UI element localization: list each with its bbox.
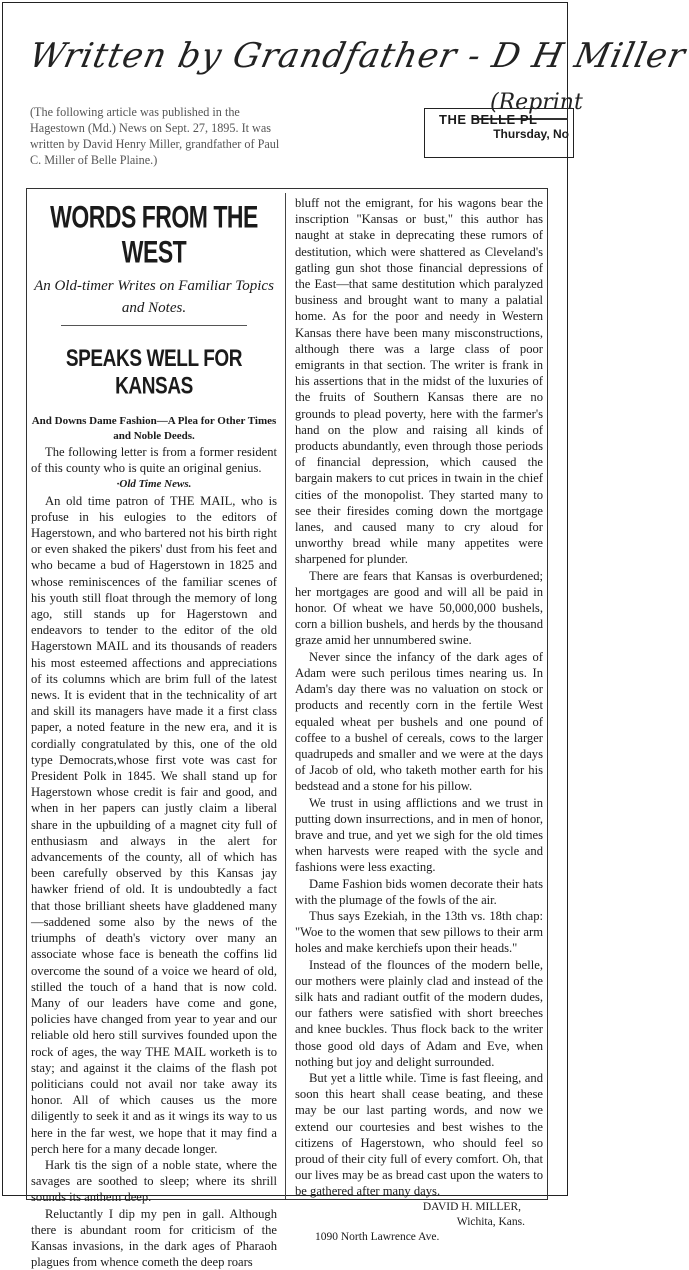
handwritten-title: Written by Grandfather - D H Miller bbox=[25, 36, 689, 76]
article-deck: And Downs Dame Fashion—A Plea for Other Times and Noble Deeds. bbox=[31, 415, 277, 442]
newspaper-clipping bbox=[26, 188, 548, 1270]
paragraph: Never since the infancy of the dark ages of Adam were such perilous times nearing us. In Adam's day there was no valuation on stock or products and recently corn in the fertile West equaled wheat per bushels and one pound of coffee to a bushel of cereals, cows to the larger quadrupeds and smaller and we were at the days of Jacob of old, who taketh mother earth for his bedstead and a stone for his pillow. bbox=[295, 649, 543, 794]
paragraph: But yet a little while. Time is fast fleeing, and soon this heart shall cease beating, and these may be our last parting words, and now we extend our courtesies and best wishes to the citizens of Hagerstown, who should feel so proud of their city full of every comfort. Oh, that our lives may be as bread cast upon the waters to be gathered after many days. bbox=[295, 1070, 543, 1199]
masthead-box bbox=[424, 108, 574, 158]
paragraph: Reluctantly I dip my pen in gall. Although there is abundant room for criticism of the Kansas invasions, in the dark ages of Pharaoh plagues from whence cometh the deep roars bbox=[31, 1206, 277, 1270]
paragraph: Hark tis the sign of a noble state, where the savages are soothed to sleep; where its shrill sounds its anthem deep. bbox=[31, 1157, 277, 1205]
column-divider bbox=[285, 193, 286, 1199]
paragraph: Instead of the flounces of the modern belle, our mothers were plainly clad and instead of the silk hats and radiant outfit of the modern dudes, our fathers were satisfied with short breeches and knee buckles. Thus flock back to the writer those good old days of Adam and Eve, when nothing but joy and delight surrounded. bbox=[295, 957, 543, 1069]
paragraph: There are fears that Kansas is overburdened; her mortgages are good and will all be paid in honor. Of wheat we have 50,000,000 bushels, corn a billion bushels, and herds by the thousand graze amid her unnumbered swine. bbox=[295, 568, 543, 648]
masthead-title: THE BELLE PL bbox=[439, 112, 538, 127]
article-headline-secondary: SPEAKS WELL FOR KANSAS bbox=[65, 346, 243, 400]
column-left bbox=[31, 195, 277, 1270]
paragraph: An old time patron of THE MAIL, who is profuse in his eulogies to the editors of Hagerstown, and who bartered not his birth right or even shaked the pikers' dust from his feet and who became a bud of Hagerstown in 1825 and whose reminiscences of the familiar scenes of his youth still float through the memory of long ago, still stands up for Hagerstown and endeavors to tender to the editor of the old Hagerstown MAIL and its thousands of readers his most esteemed affections and appreciations of its columns which are brim full of the latest news. It is evident that in the technicality of art and skill its managers have made it a first class paper, a noted feature in the new era, and it is cordially congratulated by this, one of the old type Democrats,whose first vote was cast for President Polk in 1845. We shall stand up for Hagerstown whose credit is fair and good, and when in her papers can justly claim a liberal share in the upbuilding of a magnet city full of enthusiasm and always in the alert for advancements of the county, all of which has been carefully observed by this Kansas jay hawker friend of old. It is undoubtedly a fact that those brilliant sheets have gladdened many—saddened some also by the news of the triumphs of death's victory over many an associate whose face is beneath the coffins lid overcome the sound of a voice we heard of old, stilled the touch of a hand that is now cold. Many of our leaders have come and gone, policies have changed from year to year and our reliable old hero still survives founded upon the rock of ages, the way THE MAIL worketh is to stay; and against it the claims of the flash pot politicians could not avail nor take away its honor. All of which causes us the more diligently to seek it and as it wings its way to us here in the far west, we hope that it may find a perch here for a many decade longer. bbox=[31, 493, 277, 1156]
article-headline: WORDS FROM THE WEST bbox=[50, 199, 258, 270]
editor-note: (The following article was published in the Hagestown (Md.) News on Sept. 27, 1895. It was written by David Henry Miller, grandfather of Paul C. Miller of Belle Plaine.) bbox=[30, 105, 280, 167]
handwritten-reprint-note: (Reprint bbox=[490, 90, 583, 115]
section-label: ·Old Time News. bbox=[116, 478, 192, 491]
signature-location: Wichita, Kans. bbox=[456, 1215, 525, 1228]
masthead-date: Thursday, No bbox=[493, 127, 569, 141]
paragraph: Dame Fashion bids women decorate their hats with the plumage of the fowls of the air. bbox=[295, 876, 543, 907]
paragraph: bluff not the emigrant, for his wagons bear the inscription "Kansas or bust," this author has naught at stake in deprecating these rumors of destitution, which were shattered as Cleveland's gatling gun shot those financial depressions of the East—that same destitution which paralyzed business and brought want to many a palatial home. As for the poor and needy in Western Kansas there have been many misconstructions, although there was a large class of poor emigrants in that section. The writer is frank in his assertions that in the midst of the luxuries of the fruits of Southern Kansas there are no grounds to plead poverty, here with the farmer's hand on the plow and raising all kinds of products abundantly, even through those periods of financial depression, which caused the bargain makers to cut prices in twain in the chief cities of the monopolist. They started many to see their firesides coming down the mortgage lanes, and caused many to cry aloud for unworthy bread while many appetites were sharpened for plunder. bbox=[295, 196, 543, 567]
paragraph: We trust in using afflictions and we trust in putting down insurrections, and in men of honor, brave and true, and yet we sigh for the old times when harvests were reaped with the sycle and fashions were less exacting. bbox=[295, 795, 543, 875]
article-subhead: An Old-timer Writes on Familiar Topics and Notes. bbox=[34, 278, 274, 316]
article-intro: The following letter is from a former resident of this county who is quite an original genius. bbox=[31, 445, 277, 476]
column-right bbox=[295, 195, 543, 1245]
signature-name: DAVID H. MILLER, bbox=[422, 1200, 521, 1213]
paragraph: Thus says Ezekiah, in the 13th vs. 18th chap: "Woe to the women that sew pillows to their arm holes and make kerchiefs upon their heads." bbox=[295, 908, 543, 956]
rule bbox=[61, 325, 247, 326]
signature-address: 1090 North Lawrence Ave. bbox=[315, 1230, 440, 1243]
